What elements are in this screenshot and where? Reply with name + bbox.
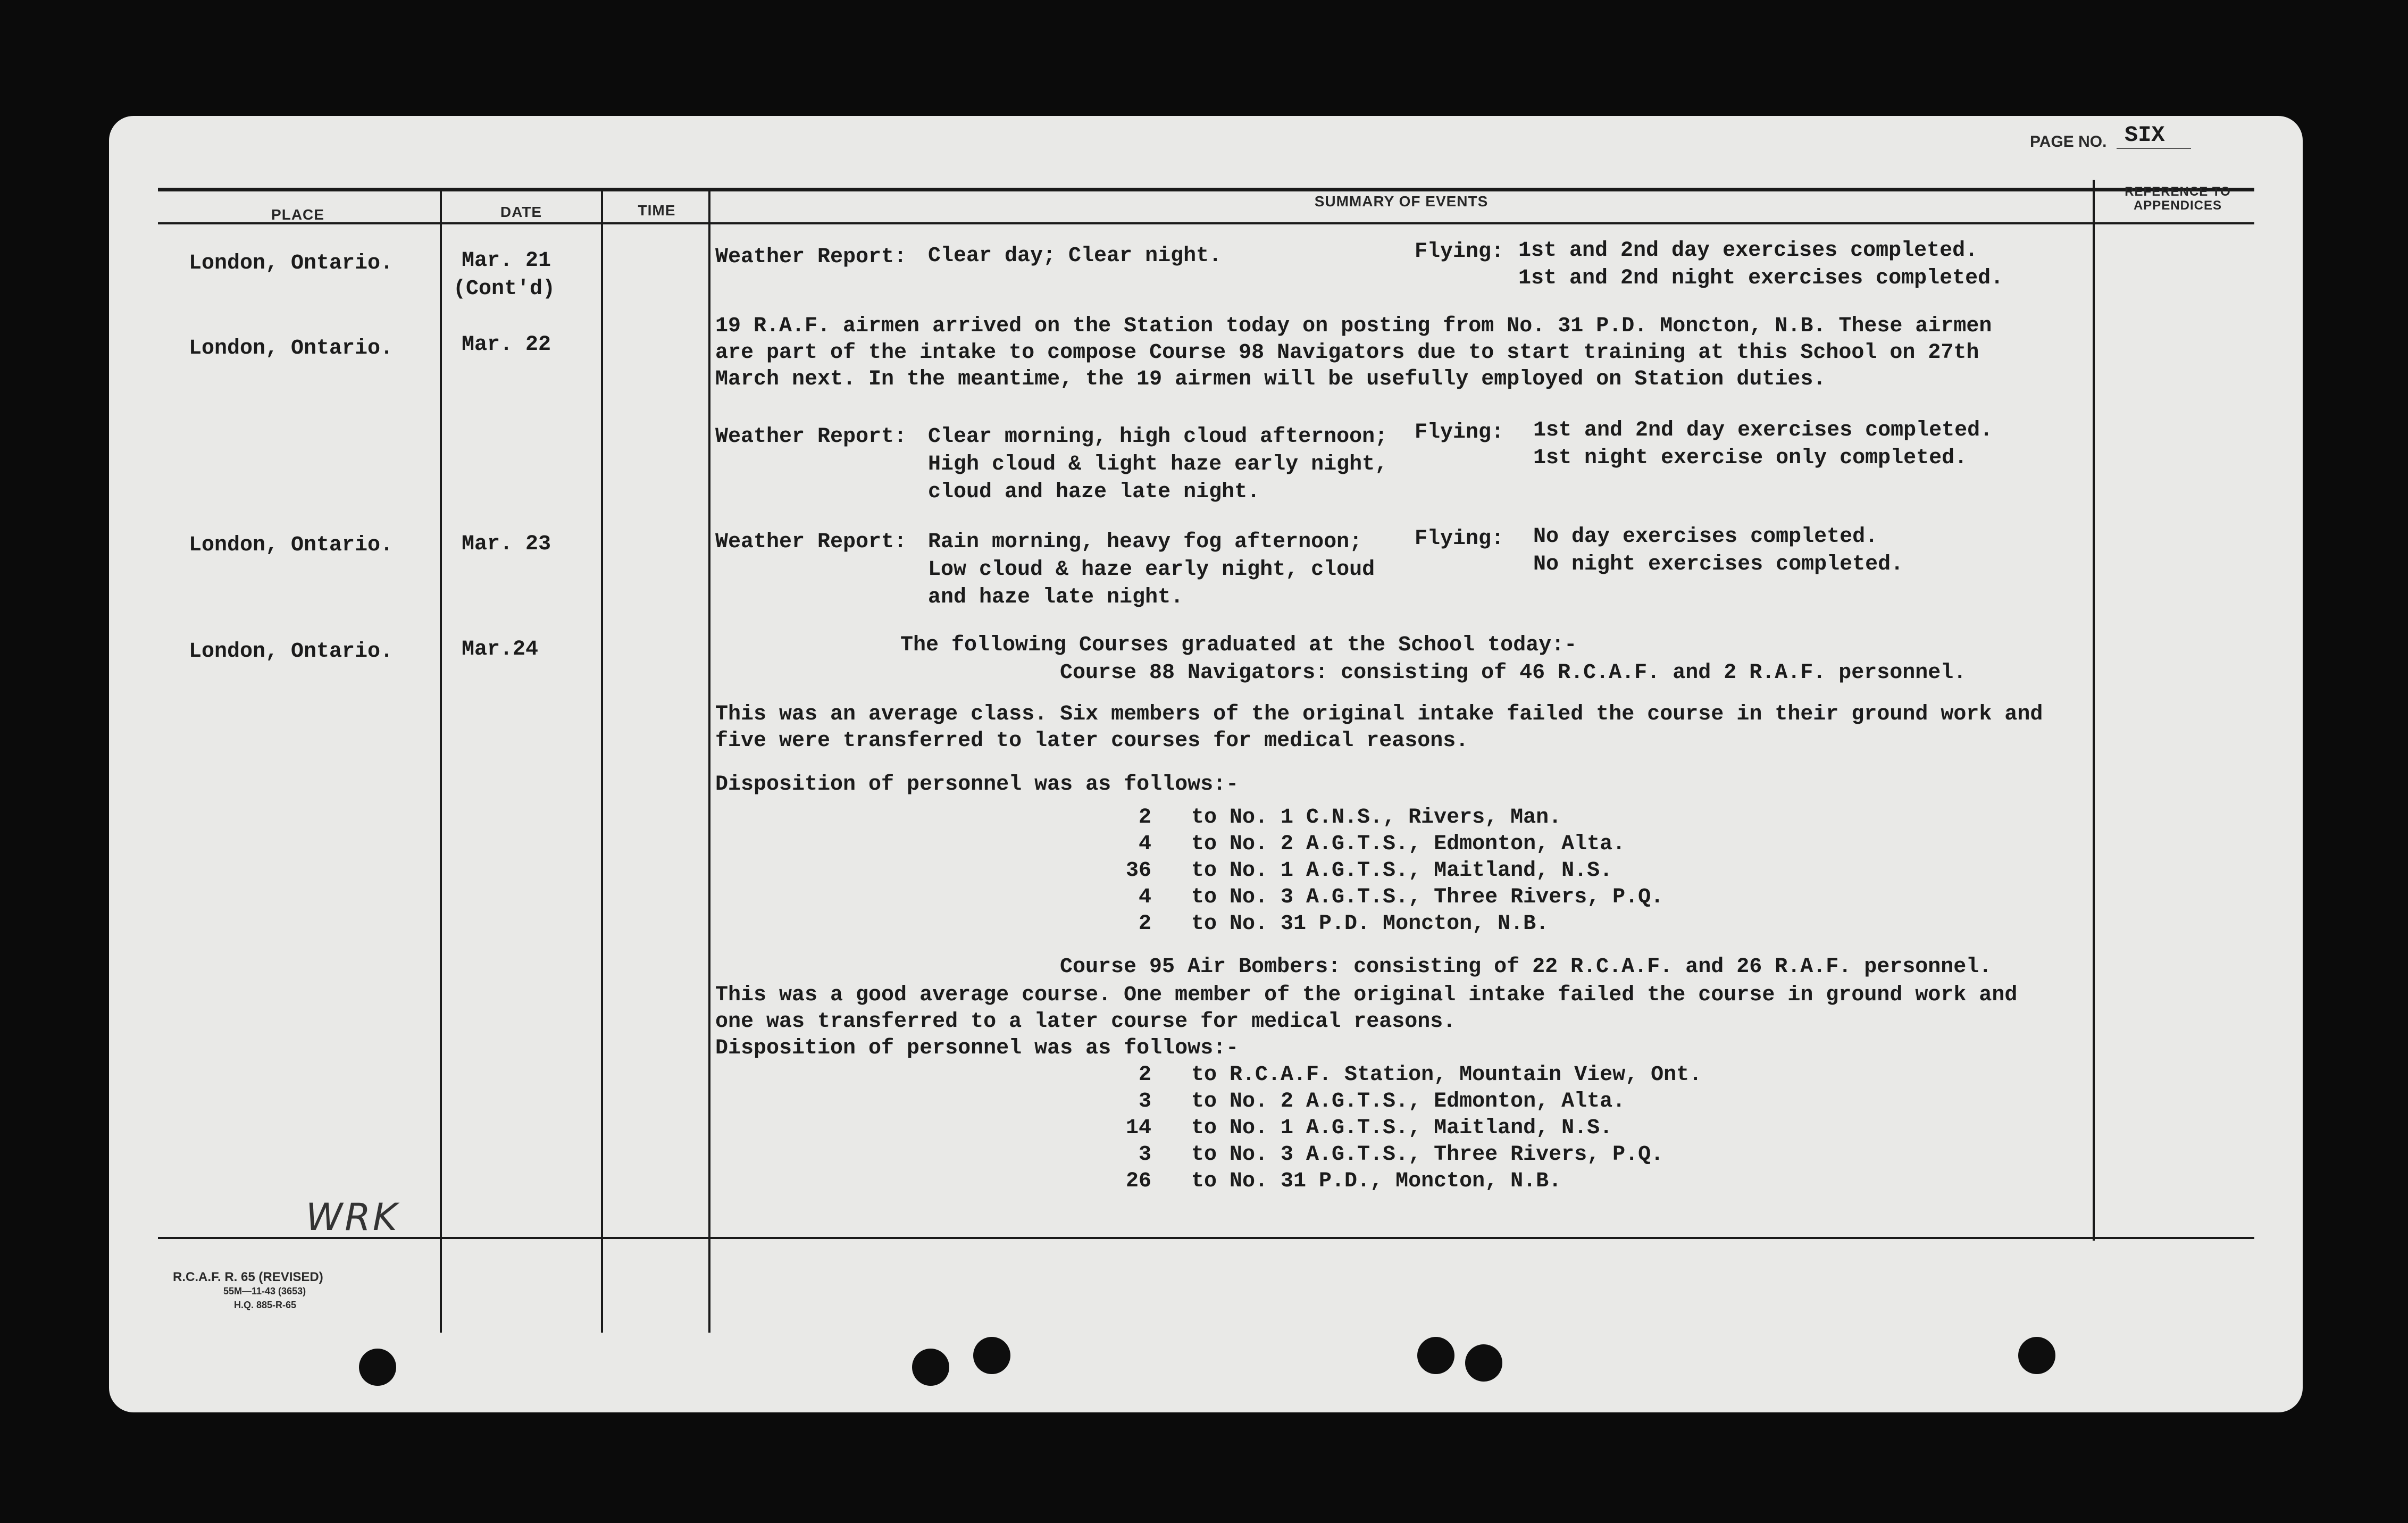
- course88-row-count: 36: [1125, 859, 1151, 883]
- entry4-intro: The following Courses graduated at the School today:-: [900, 633, 1577, 657]
- entry2-weather-line1: Clear morning, high cloud afternoon;: [928, 425, 1388, 449]
- form-number-line3: H.Q. 885-R-65: [234, 1300, 297, 1310]
- header-reference-line1: REFERENCE TO: [2125, 185, 2231, 199]
- page-number-underline: [2117, 148, 2191, 149]
- entry4-date: Mar.24: [462, 638, 539, 662]
- course88-para-line1: This was an average class. Six members of the original intake failed the course in their ground work and: [715, 702, 2043, 726]
- entry3-weather-label: Weather Report:: [715, 530, 907, 554]
- course88-row-count: 2: [1138, 912, 1151, 936]
- course95-disposition: Disposition of personnel was as follows:-: [715, 1036, 1239, 1060]
- entry3-place: London, Ontario.: [189, 533, 394, 557]
- course88-row-dest: to No. 1 C.N.S., Rivers, Man.: [1191, 806, 1562, 830]
- entry1-flying-label: Flying:: [1415, 240, 1504, 264]
- course95-row-count: 3: [1138, 1090, 1151, 1114]
- entry2-flying-label: Flying:: [1415, 421, 1504, 445]
- course88-disposition: Disposition of personnel was as follows:-: [715, 773, 1239, 797]
- col-divider-time: [708, 190, 710, 1333]
- course95-row-count: 2: [1138, 1063, 1151, 1087]
- course88-row-count: 4: [1138, 885, 1151, 909]
- course95-para-line1: This was a good average course. One member of the original intake failed the course in ground work and: [715, 983, 2018, 1007]
- entry1-weather-label: Weather Report:: [715, 245, 907, 269]
- table-bottom-rule: [158, 1237, 2254, 1239]
- course95-row-dest: to No. 1 A.G.T.S., Maitland, N.S.: [1191, 1116, 1613, 1140]
- course95-row-dest: to R.C.A.F. Station, Mountain View, Ont.: [1191, 1063, 1702, 1087]
- form-number-line2: 55M—11-43 (3653): [223, 1286, 306, 1296]
- entry3-weather-line2: Low cloud & haze early night, cloud: [928, 558, 1375, 582]
- course88-row-count: 4: [1138, 832, 1151, 856]
- entry3-weather-line1: Rain morning, heavy fog afternoon;: [928, 530, 1362, 554]
- punch-hole: [1465, 1344, 1502, 1382]
- course88-row-dest: to No. 1 A.G.T.S., Maitland, N.S.: [1191, 859, 1613, 883]
- entry2-para-line1: 19 R.A.F. airmen arrived on the Station today on posting from No. 31 P.D. Moncton, N.B. These airmen: [715, 314, 1992, 338]
- entry3-flying-line2: No night exercises completed.: [1533, 553, 1904, 576]
- header-time: TIME: [638, 202, 676, 219]
- record-sheet: [109, 116, 2303, 1412]
- course95-row-count: 26: [1125, 1169, 1151, 1193]
- page-number: SIX: [2125, 122, 2165, 148]
- punch-hole: [973, 1337, 1010, 1374]
- course88-row-dest: to No. 3 A.G.T.S., Three Rivers, P.Q.: [1191, 885, 1664, 909]
- course95-row-count: 14: [1125, 1116, 1151, 1140]
- entry1-flying-line2: 1st and 2nd night exercises completed.: [1518, 266, 2004, 290]
- entry2-weather-label: Weather Report:: [715, 425, 907, 449]
- entry1-flying-line1: 1st and 2nd day exercises completed.: [1518, 239, 1978, 263]
- course95-title: Course 95 Air Bombers: consisting of 22 R.C.A.F. and 26 R.A.F. personnel.: [1060, 955, 1992, 979]
- header-date: DATE: [500, 204, 542, 220]
- entry4-place: London, Ontario.: [189, 640, 394, 664]
- header-bottom-rule: [158, 222, 2254, 224]
- course88-para-line2: five were transferred to later courses for medical reasons.: [715, 729, 1469, 753]
- course88-row-dest: to No. 2 A.G.T.S., Edmonton, Alta.: [1191, 832, 1626, 856]
- entry2-flying-line2: 1st night exercise only completed.: [1533, 446, 1968, 470]
- header-summary: SUMMARY OF EVENTS: [1314, 193, 1489, 210]
- entry3-date: Mar. 23: [462, 532, 551, 556]
- punch-hole: [359, 1349, 396, 1386]
- entry2-date: Mar. 22: [462, 333, 551, 357]
- course95-row-dest: to No. 3 A.G.T.S., Three Rivers, P.Q.: [1191, 1143, 1664, 1167]
- entry1-date-line1: Mar. 21: [462, 249, 551, 273]
- course88-title: Course 88 Navigators: consisting of 46 R.C.A.F. and 2 R.A.F. personnel.: [1060, 661, 1967, 685]
- entry1-place: London, Ontario.: [189, 252, 394, 275]
- col-divider-summary: [2093, 180, 2095, 1241]
- entry2-weather-line2: High cloud & light haze early night,: [928, 453, 1388, 476]
- col-divider-place: [440, 190, 442, 1333]
- punch-hole: [1417, 1337, 1454, 1374]
- course95-para-line2: one was transferred to a later course for medical reasons.: [715, 1010, 1456, 1034]
- entry2-flying-line1: 1st and 2nd day exercises completed.: [1533, 419, 1993, 442]
- course95-row-dest: to No. 31 P.D., Moncton, N.B.: [1191, 1169, 1562, 1193]
- page-number-label: PAGE NO.: [2030, 133, 2107, 150]
- course95-row-count: 3: [1138, 1143, 1151, 1167]
- punch-hole: [912, 1349, 949, 1386]
- entry2-weather-line3: cloud and haze late night.: [928, 480, 1260, 504]
- course88-row-dest: to No. 31 P.D. Moncton, N.B.: [1191, 912, 1549, 936]
- entry3-weather-line3: and haze late night.: [928, 585, 1184, 609]
- header-place: PLACE: [271, 206, 324, 223]
- entry1-weather-text: Clear day; Clear night.: [928, 244, 1222, 268]
- course88-row-count: 2: [1138, 806, 1151, 830]
- entry3-flying-label: Flying:: [1415, 527, 1504, 551]
- col-divider-date: [601, 190, 603, 1333]
- course95-row-dest: to No. 2 A.G.T.S., Edmonton, Alta.: [1191, 1090, 1626, 1114]
- header-reference: [2098, 185, 2258, 213]
- punch-hole: [2018, 1337, 2055, 1374]
- header-reference-line2: APPENDICES: [2133, 198, 2222, 213]
- table-top-rule: [158, 188, 2254, 191]
- handwritten-initials: WRK: [306, 1195, 399, 1239]
- entry1-date-line2: (Cont'd): [453, 277, 556, 301]
- entry3-flying-line1: No day exercises completed.: [1533, 525, 1878, 549]
- entry2-para-line2: are part of the intake to compose Course 98 Navigators due to start training at this School on 27th: [715, 341, 1979, 365]
- entry2-place: London, Ontario.: [189, 337, 394, 361]
- entry2-para-line3: March next. In the meantime, the 19 airmen will be usefully employed on Station duties.: [715, 367, 1826, 391]
- form-number-line1: R.C.A.F. R. 65 (REVISED): [173, 1270, 323, 1284]
